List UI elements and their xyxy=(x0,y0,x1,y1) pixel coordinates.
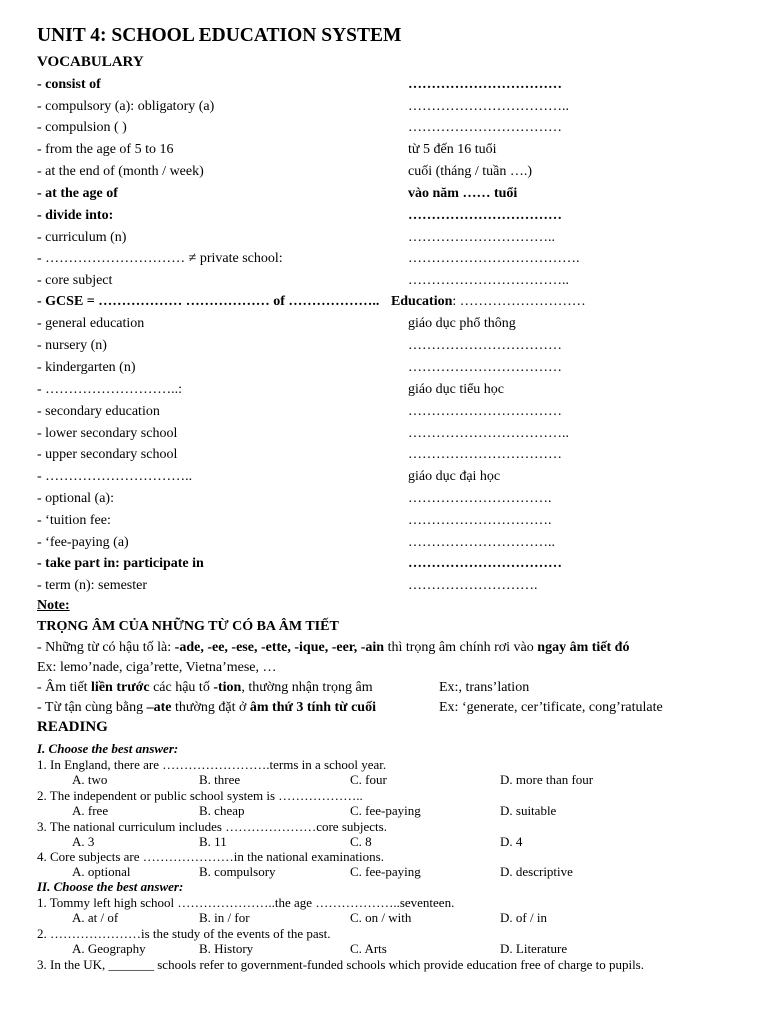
vocabulary-meaning: từ 5 đến 16 tuổi xyxy=(408,142,497,157)
answer-options xyxy=(72,864,672,880)
vocabulary-term: - general education xyxy=(37,316,145,331)
stress-example: Ex: ‘generate, cer’tificate, cong’ratulate xyxy=(439,700,663,715)
answer-options xyxy=(72,910,672,926)
stress-rule: - Âm tiết liền trước các hậu tố -tion, thường nhận trọng âm Ex:, trans’lation xyxy=(37,680,530,695)
vocabulary-row xyxy=(37,426,737,447)
vocabulary-meaning: …………………………… xyxy=(408,556,562,571)
page-title: UNIT 4: SCHOOL EDUCATION SYSTEM xyxy=(37,25,402,46)
vocabulary-row xyxy=(37,142,737,163)
section-1-heading: I. Choose the best answer: xyxy=(37,741,179,756)
vocabulary-row xyxy=(37,556,737,577)
option-a[interactable]: A. two xyxy=(72,772,108,787)
vocabulary-meaning: …………………………….. xyxy=(408,426,569,441)
answer-options xyxy=(72,772,672,788)
vocabulary-term: - secondary education xyxy=(37,404,160,419)
vocabulary-row xyxy=(37,120,737,141)
section-2-heading: II. Choose the best answer: xyxy=(37,879,184,894)
vocabulary-term: - ‘tuition fee: xyxy=(37,513,111,528)
vocabulary-row xyxy=(37,338,737,359)
vocabulary-meaning: …………………………… xyxy=(408,77,562,92)
vocabulary-row xyxy=(37,99,737,120)
vocabulary-term: - take part in: participate in xyxy=(37,556,204,571)
stress-rule: - Những từ có hậu tố là: -ade, -ee, -ese, -ette, -ique, -eer, -ain thì trọng âm chính rơi vào ngay âm tiết đó xyxy=(37,640,630,655)
stress-rule: - Từ tận cùng bằng –ate thường đặt ở âm thứ 3 tính từ cuối Ex: ‘generate, cer’tificate, cong’ratulate xyxy=(37,700,663,715)
vocabulary-meaning: giáo dục phổ thông xyxy=(408,316,516,331)
vocabulary-term: - core subject xyxy=(37,273,113,288)
vocabulary-meaning: …………………………….. xyxy=(408,99,569,114)
vocabulary-term: - ………………………..: xyxy=(37,382,183,397)
vocabulary-meaning: vào năm …… tuổi xyxy=(408,186,518,201)
vocabulary-row xyxy=(37,360,737,381)
vocabulary-row xyxy=(37,513,737,534)
vocabulary-heading: VOCABULARY xyxy=(37,54,144,70)
vocabulary-term: - from the age of 5 to 16 xyxy=(37,142,174,157)
answer-options xyxy=(72,803,672,819)
option-c[interactable]: C. Arts xyxy=(350,941,387,956)
vocabulary-row xyxy=(37,316,737,337)
option-d[interactable]: D. Literature xyxy=(500,941,568,956)
vocabulary-term: - compulsory (a): obligatory (a) xyxy=(37,99,215,114)
question-text: 3. In the UK, _______ schools refer to government-funded schools which provide education free of charge to pupils. xyxy=(37,957,644,972)
question-text: 2. …………………is the study of the events of the past. xyxy=(37,926,331,941)
vocabulary-row xyxy=(37,273,737,294)
vocabulary-term: - divide into: xyxy=(37,208,114,223)
vocabulary-meaning: cuối (tháng / tuần ….) xyxy=(408,164,533,179)
vocabulary-row xyxy=(37,77,737,98)
question-text: 2. The independent or public school system is ……………….. xyxy=(37,788,363,803)
vocabulary-row xyxy=(37,535,737,556)
vocabulary-term: - ………………………….. xyxy=(37,469,193,484)
vocabulary-row xyxy=(37,251,737,272)
gcse-term: - GCSE = ……………… ……………… of ……………….. xyxy=(37,294,380,309)
vocabulary-row xyxy=(37,208,737,229)
option-b[interactable]: B. 11 xyxy=(199,834,227,849)
option-a[interactable]: A. 3 xyxy=(72,834,95,849)
vocabulary-row xyxy=(37,469,737,490)
option-b[interactable]: B. compulsory xyxy=(199,864,276,879)
vocabulary-row xyxy=(37,404,737,425)
vocabulary-row xyxy=(37,447,737,468)
question-text: 1. Tommy left high school …………………..the age ………………..seventeen. xyxy=(37,895,455,910)
vocabulary-meaning: ………………………….. xyxy=(408,535,555,550)
vocabulary-meaning: …………………………… xyxy=(408,360,562,375)
vocabulary-meaning: ………………………. xyxy=(408,578,538,593)
option-c[interactable]: C. four xyxy=(350,772,387,787)
vocabulary-row xyxy=(37,230,737,251)
answer-options xyxy=(72,941,672,957)
option-a[interactable]: A. at / of xyxy=(72,910,119,925)
option-d[interactable]: D. 4 xyxy=(500,834,523,849)
vocabulary-meaning: …………………………. xyxy=(408,513,552,528)
option-c[interactable]: C. fee-paying xyxy=(350,803,421,818)
vocabulary-row xyxy=(37,382,737,403)
option-c[interactable]: C. on / with xyxy=(350,910,412,925)
vocabulary-meaning: …………………………… xyxy=(408,120,562,135)
vocabulary-meaning: …………………………… xyxy=(408,338,562,353)
vocabulary-term: - kindergarten (n) xyxy=(37,360,136,375)
vocabulary-term: - upper secondary school xyxy=(37,447,178,462)
reading-heading: READING xyxy=(37,719,108,735)
vocabulary-row xyxy=(37,491,737,512)
vocabulary-term: - curriculum (n) xyxy=(37,230,127,245)
stress-heading: TRỌNG ÂM CỦA NHỮNG TỪ CÓ BA ÂM TIẾT xyxy=(37,619,339,634)
vocabulary-meaning: ………………………………. xyxy=(408,251,580,266)
stress-example: Ex:, trans’lation xyxy=(439,680,530,695)
vocabulary-term: - lower secondary school xyxy=(37,426,178,441)
option-d[interactable]: D. of / in xyxy=(500,910,547,925)
vocabulary-row xyxy=(37,164,737,185)
vocabulary-term: - ………………………… ≠ private school: xyxy=(37,251,283,266)
vocabulary-term: - ‘fee-paying (a) xyxy=(37,535,129,550)
gcse-blank: : ……………………… xyxy=(452,294,586,309)
stress-example: Ex: lemo’nade, ciga’rette, Vietna’mese, … xyxy=(37,660,277,675)
answer-options xyxy=(72,834,672,850)
vocabulary-row xyxy=(37,186,737,207)
vocabulary-meaning: giáo dục đại học xyxy=(408,469,501,484)
vocabulary-term: - term (n): semester xyxy=(37,578,148,593)
question-text: 3. The national curriculum includes …………………core subjects. xyxy=(37,819,387,834)
note-heading: Note: xyxy=(37,598,70,613)
option-d[interactable]: D. more than four xyxy=(500,772,594,787)
option-c[interactable]: C. fee-paying xyxy=(350,864,421,879)
vocabulary-meaning: …………………………….. xyxy=(408,273,569,288)
gcse-label: Education xyxy=(390,294,453,309)
vocabulary-meaning: …………………………… xyxy=(408,447,562,462)
vocabulary-row xyxy=(37,578,737,599)
vocabulary-term: - consist of xyxy=(37,77,101,92)
vocabulary-term: - optional (a): xyxy=(37,491,114,506)
option-d[interactable]: D. descriptive xyxy=(500,864,573,879)
vocabulary-meaning: …………………………… xyxy=(408,208,562,223)
vocabulary-term: - at the end of (month / week) xyxy=(37,164,204,179)
option-c[interactable]: C. 8 xyxy=(350,834,372,849)
option-a[interactable]: A. free xyxy=(72,803,109,818)
question-text: 4. Core subjects are …………………in the national examinations. xyxy=(37,849,384,864)
gcse-row xyxy=(37,294,586,310)
option-b[interactable]: B. in / for xyxy=(199,910,250,925)
question-text: 1. In England, there are …………………….terms in a school year. xyxy=(37,757,387,772)
vocabulary-meaning: ………………………….. xyxy=(408,230,555,245)
option-a[interactable]: A. optional xyxy=(72,864,131,879)
vocabulary-meaning: …………………………. xyxy=(408,491,552,506)
vocabulary-term: - compulsion ( ) xyxy=(37,120,127,135)
option-d[interactable]: D. suitable xyxy=(500,803,557,818)
vocabulary-term: - nursery (n) xyxy=(37,338,107,353)
vocabulary-meaning: …………………………… xyxy=(408,404,562,419)
vocabulary-term: - at the age of xyxy=(37,186,118,201)
option-a[interactable]: A. Geography xyxy=(72,941,146,956)
vocabulary-meaning: giáo dục tiểu học xyxy=(408,382,505,397)
option-b[interactable]: B. cheap xyxy=(199,803,245,818)
option-b[interactable]: B. three xyxy=(199,772,241,787)
option-b[interactable]: B. History xyxy=(199,941,254,956)
